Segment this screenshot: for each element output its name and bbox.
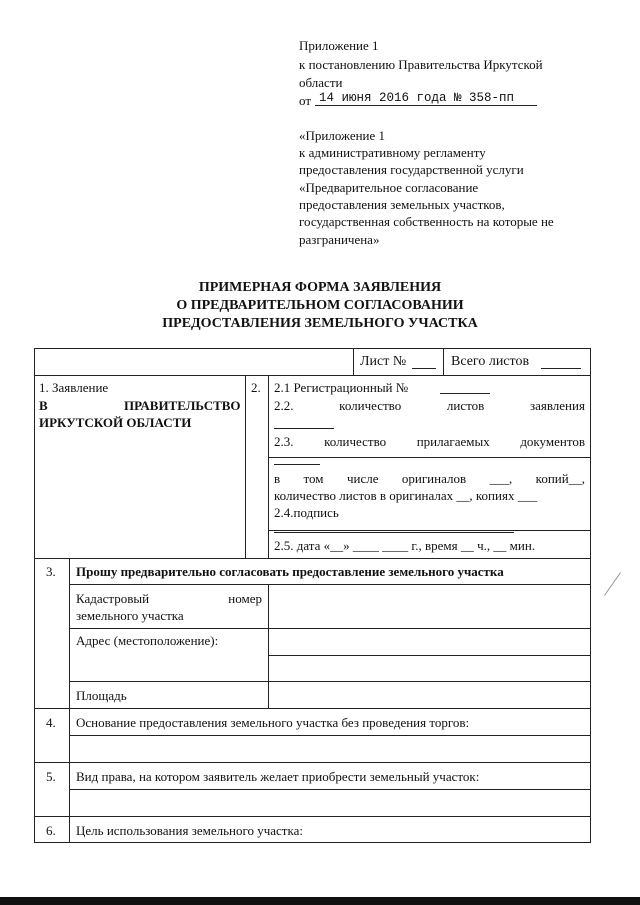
section3-number: 3. xyxy=(46,564,56,579)
docs-count-line xyxy=(274,434,585,450)
word: количество xyxy=(339,398,402,413)
word: в xyxy=(274,471,281,486)
col-divider xyxy=(268,584,269,708)
recipient-word: В xyxy=(39,398,48,413)
row-border xyxy=(34,762,591,763)
originals-line xyxy=(274,471,585,487)
row-border xyxy=(69,789,591,790)
word: копий__, xyxy=(535,471,585,486)
reg-number-field[interactable] xyxy=(440,393,490,394)
date-time-line: 2.5. дата «__» ____ ____ г., время __ ч., __ мин. xyxy=(274,538,536,553)
sheet-number-label: Лист № xyxy=(360,354,407,369)
word: Кадастровый xyxy=(76,591,150,606)
section4-number: 4. xyxy=(46,715,56,730)
signature-field[interactable] xyxy=(274,532,514,533)
word: 2.2. xyxy=(274,398,294,413)
word: заявления xyxy=(529,398,585,413)
area-field[interactable] xyxy=(270,683,588,707)
word: ___, xyxy=(489,471,513,486)
right-type-field[interactable] xyxy=(71,791,588,815)
number-col-divider xyxy=(69,558,70,842)
word: листов xyxy=(446,398,485,413)
form-title-line1: ПРИМЕРНАЯ ФОРМА ЗАЯВЛЕНИЯ xyxy=(198,280,442,295)
row-border xyxy=(69,628,591,629)
table-bottom-border xyxy=(34,842,591,843)
reglament-line: предоставления земельных участков, xyxy=(299,197,505,212)
sheet-number-field[interactable] xyxy=(412,368,436,369)
word: оригиналов xyxy=(401,471,467,486)
section3-heading: Прошу предварительно согласовать предоставление земельного участка xyxy=(76,564,504,579)
row-border xyxy=(69,735,591,736)
address-field-2[interactable] xyxy=(270,657,588,680)
reglament-line: «Предварительное согласование xyxy=(299,180,479,195)
section5-number: 5. xyxy=(46,769,56,784)
row-border xyxy=(268,457,591,458)
address-field[interactable] xyxy=(270,630,588,654)
row-border xyxy=(69,584,591,585)
decree-date: 14 июня 2016 года № 358-пп xyxy=(319,91,515,105)
date-underline xyxy=(315,105,537,106)
scan-mark xyxy=(604,572,621,596)
cadastral-number-field[interactable] xyxy=(270,586,588,626)
word: прилагаемых xyxy=(416,434,490,449)
sheets-count-line xyxy=(274,398,585,414)
originals-sheets-line: количество листов в оригиналах __, копиях ___ xyxy=(274,488,538,503)
cadastral-label xyxy=(76,591,262,607)
date-prefix: от xyxy=(299,93,312,108)
word: количество xyxy=(324,434,387,449)
word: документов xyxy=(520,434,585,449)
reglament-line: к административному регламенту xyxy=(299,145,486,160)
row-border xyxy=(34,558,591,559)
scan-edge xyxy=(0,897,640,905)
section2-number: 2. xyxy=(251,380,261,395)
total-sheets-field[interactable] xyxy=(541,368,581,369)
cadastral-label-line2: земельного участка xyxy=(76,608,184,623)
row-border xyxy=(34,816,591,817)
region-line: области xyxy=(299,75,343,90)
row-border xyxy=(34,375,591,376)
word: 2.3. xyxy=(274,434,294,449)
annex-title: Приложение 1 xyxy=(299,38,379,53)
section6-number: 6. xyxy=(46,823,56,838)
section4-text: Основание предоставления земельного участка без проведения торгов: xyxy=(76,715,470,730)
row-border xyxy=(268,655,591,656)
form-title-line3: ПРЕДОСТАВЛЕНИЯ ЗЕМЕЛЬНОГО УЧАСТКА xyxy=(162,316,478,331)
row-border xyxy=(69,681,591,682)
form-title-line2: О ПРЕДВАРИТЕЛЬНОМ СОГЛАСОВАНИИ xyxy=(176,298,464,313)
signature-label: 2.4.подпись xyxy=(274,505,339,520)
table-top-border xyxy=(34,348,591,349)
word: том xyxy=(303,471,324,486)
sheet-divider xyxy=(353,348,354,375)
word: числе xyxy=(346,471,379,486)
recipient-line2: ИРКУТСКОЙ ОБЛАСТИ xyxy=(39,415,192,430)
address-label: Адрес (местоположение): xyxy=(76,633,219,648)
grounds-field[interactable] xyxy=(71,737,588,761)
reglament-line: «Приложение 1 xyxy=(299,128,386,143)
reglament-line: разграничена» xyxy=(299,232,380,247)
sheets-count-field[interactable] xyxy=(274,428,334,429)
table-left-border xyxy=(34,348,35,842)
recipient-word: ПРАВИТЕЛЬСТВО xyxy=(124,398,241,413)
col-divider xyxy=(245,375,246,558)
sheet-divider xyxy=(443,348,444,375)
docs-count-field[interactable] xyxy=(274,464,320,465)
word: номер xyxy=(228,591,262,606)
table-right-border xyxy=(590,348,591,842)
reglament-line: предоставления государственной услуги xyxy=(299,162,524,177)
reg-number-label: 2.1 Регистрационный № xyxy=(274,380,409,395)
section6-text: Цель использования земельного участка: xyxy=(76,823,303,838)
total-sheets-label: Всего листов xyxy=(451,354,530,369)
area-label: Площадь xyxy=(76,688,127,703)
row-border xyxy=(268,530,591,531)
section5-text: Вид права, на котором заявитель желает приобрести земельный участок: xyxy=(76,769,480,784)
reglament-line: государственная собственность на которые не xyxy=(299,214,554,229)
section1-label: 1. Заявление xyxy=(39,380,109,395)
decree-line: к постановлению Правительства Иркутской xyxy=(299,57,543,72)
row-border xyxy=(34,708,591,709)
